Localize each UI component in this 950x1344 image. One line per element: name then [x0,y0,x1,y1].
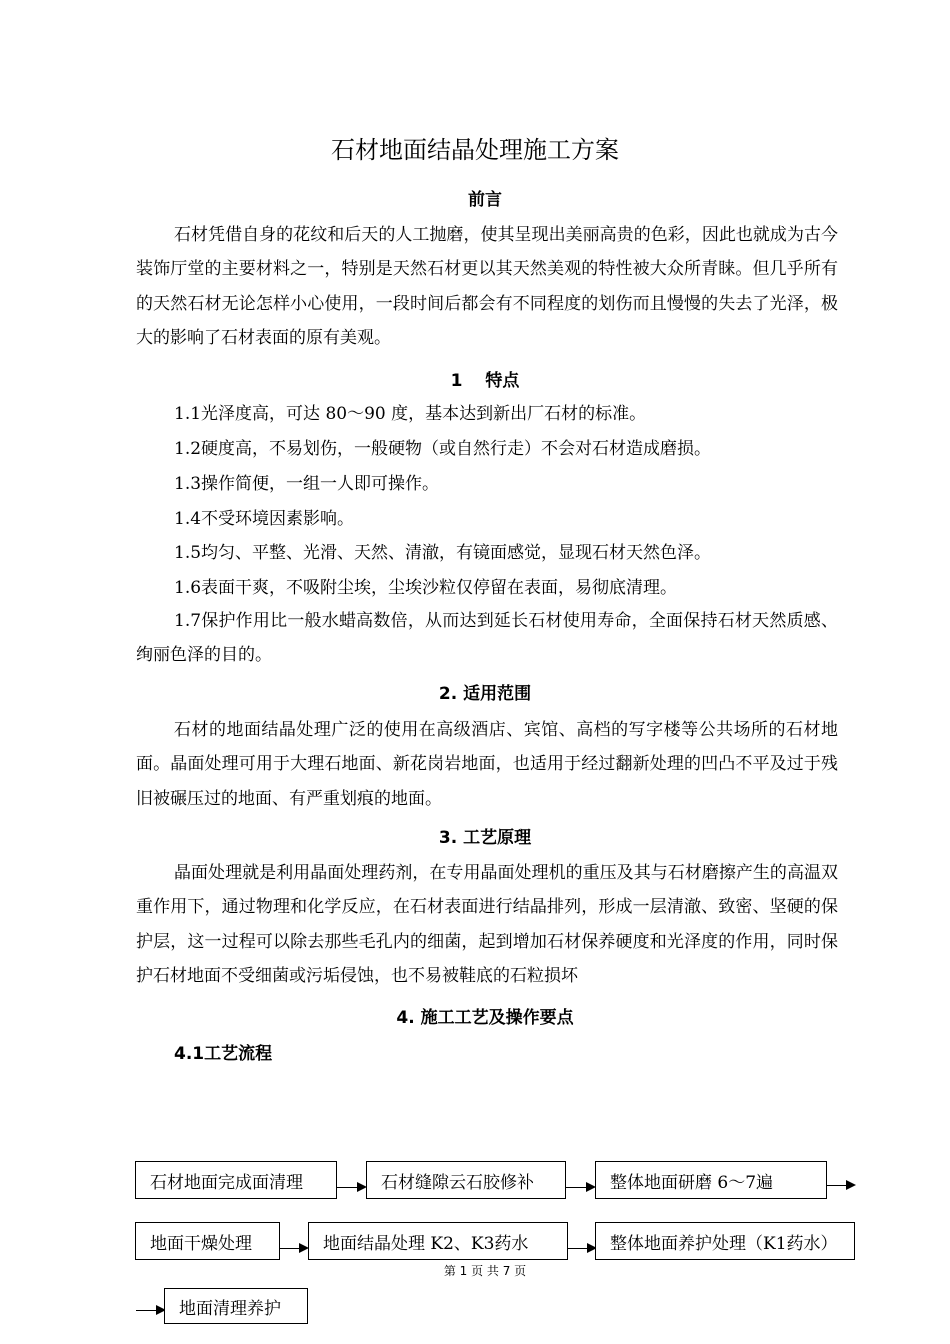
feature-item: 1.3操作简便，一组一人即可操作。 [174,474,440,494]
section4-heading: 4. 施工工艺及操作要点 [396,1008,574,1028]
section3-paragraph [136,856,838,993]
section2-text: 石材的地面结晶处理广泛的使用在高级酒店、宾馆、高档的写字楼等公共场所的石材地面。晶面处理可用于大理石地面、新花岗岩地面，也适用于经过翻新处理的凹凸不平及过于残旧被碾压过的地面、有严重划痕的地面。 [136,720,838,809]
preface-heading: 前言 [468,190,502,210]
feature-item-7-text: 1.7保护作用比一般水蜡高数倍，从而达到延长石材使用寿命，全面保持石材天然质感、绚丽色泽的目的。 [136,611,838,666]
flow-step-2: 石材缝隙云石胶修补 [366,1161,566,1199]
flow-arrow [280,1248,307,1249]
feature-item: 1.1光泽度高，可达 80～90 度，基本达到新出厂石材的标准。 [174,404,647,424]
feature-item: 1.4不受环境因素影响。 [174,509,355,529]
section4-subheading: 4.1工艺流程 [174,1044,273,1064]
section3-heading: 3. 工艺原理 [438,828,532,848]
flow-step-4: 地面干燥处理 [135,1222,280,1260]
flow-step-7: 地面清理养护 [164,1288,308,1324]
feature-item: 1.6表面干爽，不吸附尘埃，尘埃沙粒仅停留在表面，易彻底清理。 [174,578,678,598]
flow-arrow [337,1187,365,1188]
preface-text: 石材凭借自身的花纹和后天的人工抛磨，使其呈现出美丽高贵的色彩，因此也就成为古今装饰厅堂的主要材料之一，特别是天然石材更以其天然美观的特性被大众所青睐。但几乎所有的天然石材无论怎样小心使用，一段时间后都会有不同程度的划伤而且慢慢的失去了光泽，极大的影响了石材表面的原有美观。 [136,225,838,348]
section2-paragraph [136,713,838,816]
flow-step-6: 整体地面养护处理（K1药水） [595,1222,855,1260]
feature-item: 1.5均匀、平整、光滑、天然、清澈，有镜面感觉，显现石材天然色泽。 [174,543,712,563]
flow-arrow [136,1310,164,1311]
flow-arrow [827,1185,854,1186]
feature-item: 1.2硬度高，不易划伤，一般硬物（或自然行走）不会对石材造成磨损。 [174,439,712,459]
section1-heading: 1 特点 [450,371,520,391]
flow-arrow [568,1248,595,1249]
page-title: 石材地面结晶处理施工方案 [331,136,619,164]
page-footer: 第 1 页 共 7 页 [443,1264,527,1278]
flow-step-5: 地面结晶处理 K2、K3药水 [308,1222,568,1260]
flow-step-1: 石材地面完成面清理 [135,1161,337,1199]
flow-arrow [566,1187,594,1188]
section3-text: 晶面处理就是利用晶面处理药剂，在专用晶面处理机的重压及其与石材磨擦产生的高温双重作用下，通过物理和化学反应，在石材表面进行结晶排列，形成一层清澈、致密、坚硬的保护层，这一过程可以除去那些毛孔内的细菌，起到增加石材保养硬度和光泽度的作用，同时保护石材地面不受细菌或污垢侵蚀，也不易被鞋底的石粒损坏 [136,863,838,986]
section2-heading: 2. 适用范围 [438,684,532,704]
flow-step-3: 整体地面研磨 6～7遍 [595,1161,827,1199]
preface-paragraph [136,218,838,355]
feature-item-7 [136,604,838,673]
